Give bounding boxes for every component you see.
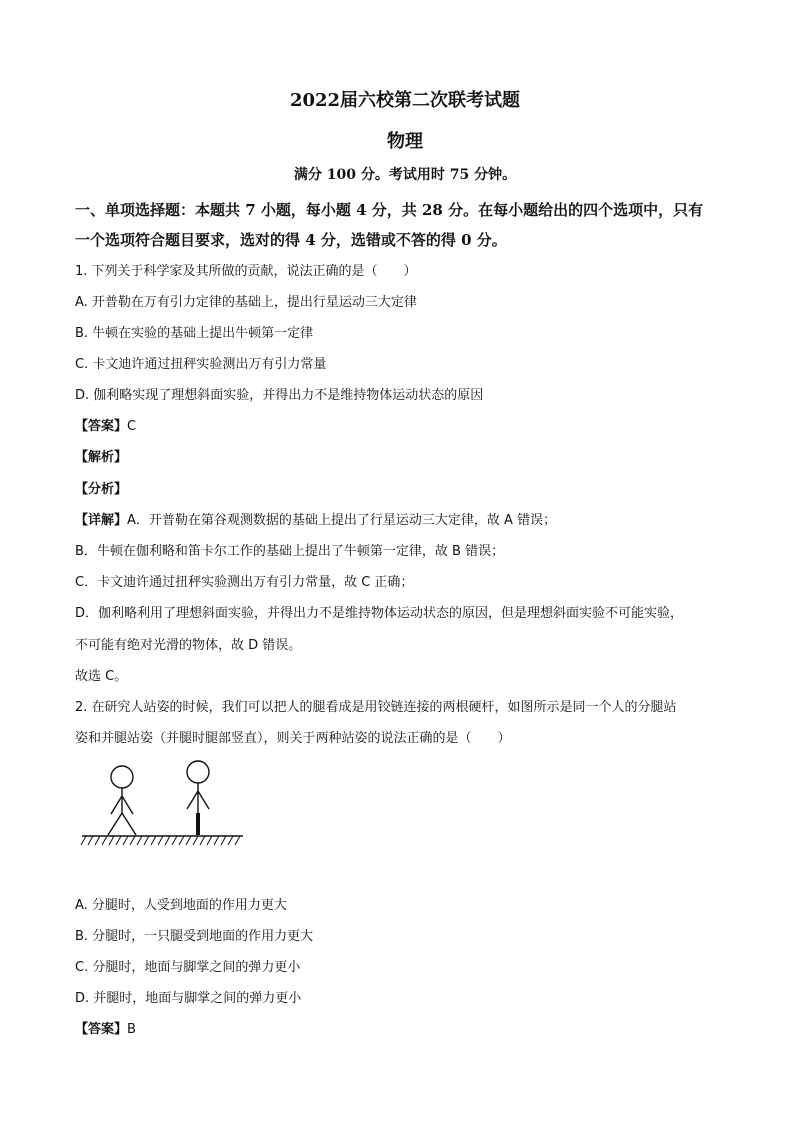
section-heading-line-2: 一个选项符合题目要求，选对的得 4 分，选错或不答的得 0 分。 <box>75 231 507 249</box>
answer-value: C <box>127 419 137 434</box>
q1-conclusion: 故选 C。 <box>75 669 128 684</box>
right-person-arm-left <box>187 791 198 809</box>
q1-answer <box>75 415 735 434</box>
ground-hatching <box>81 836 240 845</box>
q1-detail-line-3: C．卡文迪许通过扭秤实验测出万有引力常量，故 C 正确； <box>75 575 414 590</box>
right-person-head-icon <box>187 761 209 783</box>
q2-option-a: A. 分腿时，人受到地面的作用力更大 <box>75 898 287 913</box>
subject-title: 物理 <box>387 131 423 152</box>
detail-tag: 【详解】 <box>75 513 128 528</box>
q1-detail-line-2: B．牛顿在伽利略和笛卡尔工作的基础上提出了牛顿第一定律，故 B 错误； <box>75 544 505 559</box>
q1-detail-line-5: 不可能有绝对光滑的物体，故 D 错误。 <box>75 638 302 653</box>
answer-value: B <box>127 1022 136 1037</box>
q1-fenxi-tag: 【分析】 <box>75 482 128 497</box>
stance-figure <box>80 758 245 853</box>
left-person-arm-left <box>111 796 122 814</box>
section-heading <box>75 195 735 255</box>
left-person-arm-right <box>122 796 133 814</box>
left-person-head-icon <box>111 766 133 788</box>
q2-answer <box>75 1018 735 1037</box>
q2-stem-line-2: 姿和并腿站姿（并腿时腿部竖直），则关于两种站姿的说法正确的是（ ） <box>75 731 511 746</box>
q2-stem-line-1: 2. 在研究人站姿的时候，我们可以把人的腿看成是用铰链连接的两根硬杆，如图所示是同一个人的分腿站 <box>75 700 677 715</box>
q1-detail-line-4: D．伽利略利用了理想斜面实验，并得出力不是维持物体运动状态的原因，但是理想斜面实验不可能实验， <box>75 606 684 621</box>
answer-tag: 【答案】 <box>75 419 128 434</box>
q1-stem: 1. 下列关于科学家及其所做的贡献，说法正确的是（ ） <box>75 264 417 279</box>
right-person-arm-right <box>198 791 209 809</box>
q1-option-b: B. 牛顿在实验的基础上提出牛顿第一定律 <box>75 326 314 341</box>
score-line: 满分 100 分。考试用时 75 分钟。 <box>293 167 517 183</box>
answer-tag: 【答案】 <box>75 1022 128 1037</box>
left-person-leg-right <box>122 813 136 835</box>
q2-option-b: B. 分腿时，一只腿受到地面的作用力更大 <box>75 929 314 944</box>
q2-option-c: C. 分腿时，地面与脚掌之间的弹力更小 <box>75 960 301 975</box>
detail-text: A．开普勒在第谷观测数据的基础上提出了行星运动三大定律，故 A 错误； <box>127 513 557 528</box>
q1-analysis-tag: 【解析】 <box>75 450 128 465</box>
q2-option-d: D. 并腿时，地面与脚掌之间的弹力更小 <box>75 991 302 1006</box>
section-heading-line-1: 一、单项选择题：本题共 7 小题，每小题 4 分，共 28 分。在每小题给出的四个选项中，只有 <box>75 201 704 219</box>
q1-option-c: C. 卡文迪许通过扭秤实验测出万有引力常量 <box>75 357 327 372</box>
q1-detail-line-1 <box>75 509 735 528</box>
left-person-leg-left <box>108 813 122 835</box>
q1-option-d: D. 伽利略实现了理想斜面实验，并得出力不是维持物体运动状态的原因 <box>75 388 484 403</box>
q1-option-a: A. 开普勒在万有引力定律的基础上，提出行星运动三大定律 <box>75 295 417 310</box>
exam-title: 2022届六校第二次联考试题 <box>289 90 521 111</box>
